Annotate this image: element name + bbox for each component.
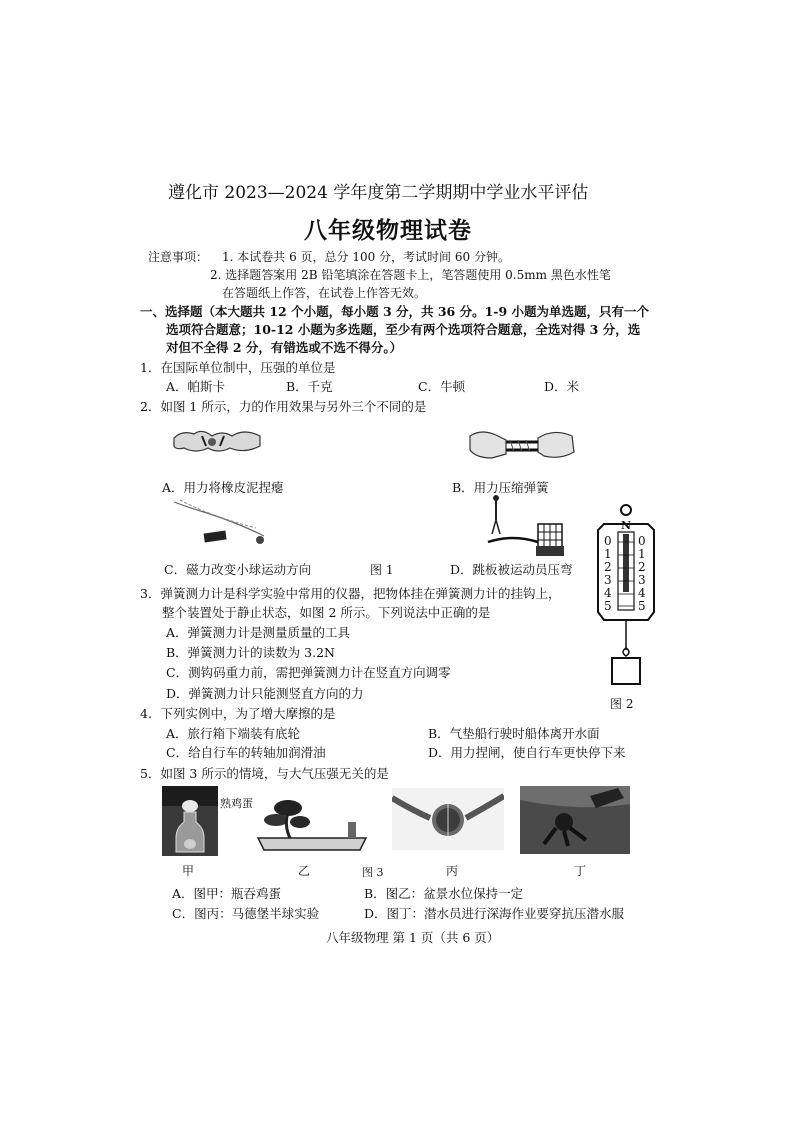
q2-option-a: A．用力将橡皮泥捏瘪 [162,480,284,495]
q2-option-c: C．磁力改变小球运动方向 [164,562,312,577]
clay-squeeze-image [172,424,264,460]
q2-option-d: D．跳板被运动员压弯 [450,562,573,577]
scale-unit: N [621,519,632,532]
figure-2-label: 图 2 [610,697,634,711]
q3-option-a: A．弹簧测力计是测量质量的工具 [166,625,351,640]
scale-tick-left-3: 3 [604,573,612,587]
scale-tick-right-0: 0 [638,534,646,548]
figure-3-label: 图 3 [362,866,384,879]
notes-line-1: 1. 本试卷共 6 页，总分 100 分，考试时间 60 分钟。 [222,250,510,264]
notes-line-2: 2. 选择题答案用 2B 铅笔填涂在答题卡上，笔答题使用 0.5mm 黑色水性笔 [210,268,611,282]
spring-compress-image [468,426,576,466]
q5-stem: 5．如图 3 所示的情境，与大气压强无关的是 [140,766,389,781]
q2-option-b: B．用力压缩弹簧 [452,480,549,495]
magnet-ball-image [170,498,270,550]
section-heading-line-3: 对但不全得 2 分，有错选或不选不得分。） [166,340,403,355]
caption-jia: 甲 [182,864,195,878]
scale-tick-left-5: 5 [604,599,612,613]
diver-photo [520,786,630,854]
section-heading-line-2: 选项符合题意；10-12 小题为多选题，至少有两个选项符合题意，全选对得 3 分，选 [166,322,641,337]
scale-tick-left-2: 2 [604,560,612,574]
spring-scale-figure [596,502,656,702]
scale-tick-left-1: 1 [604,547,612,561]
q4-option-c: C．给自行车的转轴加润滑油 [166,745,326,760]
q3-stem-line-1: 3．弹簧测力计是科学实验中常用的仪器，把物体挂在弹簧测力计的挂钩上， [140,586,561,601]
q3-option-b: B．弹簧测力计的读数为 3.2N [166,645,335,660]
scale-tick-right-4: 4 [638,586,646,600]
notes-line-3: 在答题纸上作答，在试卷上作答无效。 [222,286,427,300]
egg-label: 熟鸡蛋 [220,797,253,810]
q2-stem: 2．如图 1 所示，力的作用效果与另外三个不同的是 [140,399,427,414]
scale-tick-right-1: 1 [638,547,646,561]
q1-option-c: C．牛顿 [418,379,466,394]
magdeburg-hemispheres-photo [392,788,504,850]
q1-stem: 1．在国际单位制中，压强的单位是 [140,360,336,375]
q4-stem: 4．下列实例中，为了增大摩擦的是 [140,706,336,721]
q1-option-a: A．帕斯卡 [166,379,226,394]
scale-tick-right-3: 3 [638,573,646,587]
q3-option-d: D．弹簧测力计只能测竖直方向的力 [166,686,364,701]
scale-tick-right-5: 5 [638,599,646,613]
q3-option-c: C．测钩码重力前，需把弹簧测力计在竖直方向调零 [166,665,451,680]
scale-tick-left-4: 4 [604,586,612,600]
q4-option-b: B．气垫船行驶时船体离开水面 [428,726,600,741]
section-heading: 一、选择题（本大题共 12 个小题，每小题 3 分，共 36 分。1-9 小题为单选题，只有一个 [140,304,650,319]
q5-option-c: C．图丙：马德堡半球实验 [172,906,320,921]
scale-tick-right-2: 2 [638,560,646,574]
q3-stem-line-2: 整个装置处于静止状态，如图 2 所示。下列说法中正确的是 [162,605,491,620]
caption-ding: 丁 [574,864,587,878]
q4-option-d: D．用力捏闸，使自行车更快停下来 [428,745,626,760]
notes-label: 注意事项： [148,250,209,264]
caption-bing: 丙 [446,864,459,878]
q1-option-b: B．千克 [286,379,333,394]
exam-subtitle: 八年级物理试卷 [304,217,472,244]
caption-yi: 乙 [298,864,311,878]
q1-option-d: D．米 [544,379,580,394]
diving-board-image [486,494,570,558]
egg-bottle-photo [162,786,218,856]
q5-option-a: A．图甲：瓶吞鸡蛋 [172,886,282,901]
figure-1-label: 图 1 [370,563,394,577]
q4-option-a: A．旅行箱下端装有底轮 [166,726,301,741]
q5-option-b: B．图乙：盆景水位保持一定 [364,886,524,901]
page-footer: 八年级物理 第 1 页（共 6 页） [326,930,500,945]
exam-title: 遵化市 2023—2024 学年度第二学期期中学业水平评估 [168,183,589,203]
scale-tick-left-0: 0 [604,534,612,548]
q5-option-d: D．图丁：潜水员进行深海作业要穿抗压潜水服 [364,906,625,921]
bonsai-photo [254,792,374,854]
